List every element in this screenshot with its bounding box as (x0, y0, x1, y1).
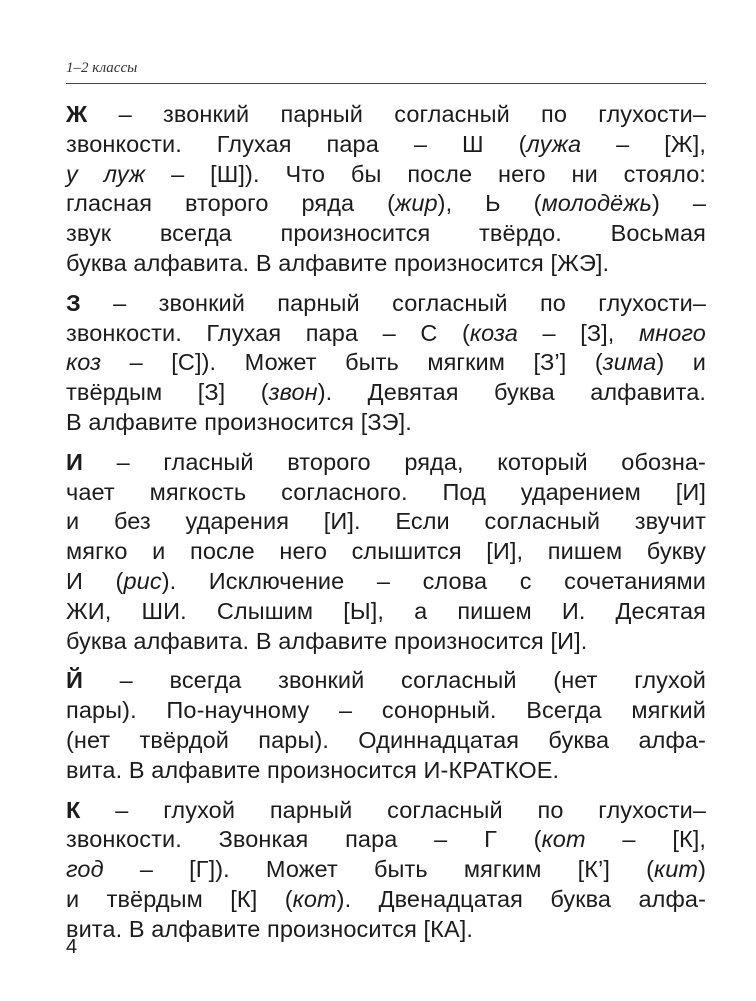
example-word: кот (541, 826, 586, 853)
text-segment: – гласный второго ряда, который обозна- (83, 448, 706, 475)
letter-entry-3 (66, 448, 706, 657)
example-word: лужа (526, 130, 582, 157)
text-segment: ) – (651, 190, 706, 217)
example-word: много (638, 319, 706, 346)
text-line (66, 348, 706, 378)
text-segment: и без ударения [И]. Если согласный звучит (66, 508, 706, 535)
text-line (66, 160, 706, 190)
example-word: коз (66, 349, 102, 376)
text-segment: ЖИ, ШИ. Слышим [Ы], а пишем И. Десятая (66, 597, 706, 624)
text-segment: ) (698, 856, 706, 883)
text-segment: – [Ж], (581, 130, 706, 157)
text-segment: ). Девятая буква алфавита. (317, 379, 706, 406)
text-segment: буква алфавита. В алфавите произносится [И]. (66, 627, 588, 654)
text-segment: – глухой парный согласный по глухости– (80, 796, 706, 823)
text-line (66, 885, 706, 915)
text-segment: гласная второго ряда ( (66, 190, 396, 217)
entry-letter: Ж (66, 101, 88, 127)
example-word: жир (395, 190, 438, 217)
example-word: кит (654, 856, 699, 883)
text-line (66, 448, 706, 478)
example-word: зима (602, 349, 657, 376)
text-line (66, 825, 706, 855)
text-segment: звук всегда произносится твёрдо. Восьмая (66, 220, 706, 247)
text-line (66, 666, 706, 696)
example-word: рис (123, 567, 162, 594)
text-segment: – [Г]). Может быть мягким [К’] ( (103, 856, 655, 883)
text-line (66, 478, 706, 508)
text-line (66, 597, 706, 627)
text-segment: вита. В алфавите произносится И-КРАТКОЕ. (66, 756, 560, 783)
text-line (66, 507, 706, 537)
page-number: 4 (66, 936, 78, 958)
text-line (66, 319, 706, 349)
text-line (66, 537, 706, 567)
running-header (66, 60, 706, 84)
text-line (66, 855, 706, 885)
text-line (66, 378, 706, 408)
text-segment: И ( (66, 567, 124, 594)
entry-letter: Й (66, 667, 83, 694)
text-segment: – [К], (585, 826, 707, 853)
text-segment: и твёрдым [К] ( (66, 885, 293, 912)
text-segment: ) и (656, 349, 706, 376)
text-segment: – [З], (517, 319, 639, 346)
text-line (66, 189, 706, 219)
text-segment: ). Двенадцатая буква алфа- (336, 885, 706, 912)
example-word: кот (292, 885, 337, 912)
text-segment: звонкости. Глухая пара – Ш ( (66, 130, 527, 157)
text-segment: В алфавите произносится [ЗЭ]. (66, 408, 412, 435)
text-segment: – звонкий парный согласный по глухости– (80, 289, 706, 316)
text-segment: звонкости. Глухая пара – С ( (66, 319, 470, 346)
text-line (66, 627, 706, 657)
text-segment: (нет твёрдой пары). Одиннадцатая буква алфа- (66, 726, 706, 753)
letter-entry-5 (66, 796, 706, 945)
text-segment: чает мягкость согласного. Под ударением [И] (66, 478, 706, 505)
text-line (66, 567, 706, 597)
text-line (66, 408, 706, 438)
text-line (66, 915, 706, 945)
grade-label: 1–2 классы (66, 60, 138, 76)
page-content (66, 100, 706, 955)
text-segment: пары). По-научному – сонорный. Всегда мягкий (66, 697, 706, 724)
text-line (66, 289, 706, 319)
text-segment: вита. В алфавите произносится [КА]. (66, 915, 473, 942)
example-word: звон (268, 379, 318, 406)
text-segment: – всегда звонкий согласный (нет глухой (83, 667, 706, 694)
example-word: год (66, 856, 104, 883)
text-line (66, 130, 706, 160)
text-segment: твёрдым [З] ( (66, 379, 269, 406)
text-line (66, 249, 706, 279)
text-line (66, 756, 706, 786)
text-line (66, 100, 706, 130)
text-segment: – звонкий парный согласный по глухости– (87, 101, 706, 127)
text-line (66, 796, 706, 826)
text-segment: – [Ш]). Что бы после него ни стояло: (145, 160, 707, 187)
entry-letter: И (66, 448, 83, 475)
text-line (66, 726, 706, 756)
text-line (66, 696, 706, 726)
text-segment: звонкости. Звонкая пара – Г ( (66, 826, 542, 853)
text-line (66, 219, 706, 249)
example-word: у луж (66, 160, 146, 187)
entry-letter: К (66, 796, 81, 823)
letter-entry-2 (66, 289, 706, 438)
text-segment: буква алфавита. В алфавите произносится [ЖЭ]. (66, 249, 610, 276)
letter-entry-4 (66, 666, 706, 785)
entry-letter: З (66, 289, 81, 316)
text-segment: ), Ь ( (437, 190, 542, 217)
text-segment: ). Исключение – слова с сочетаниями (161, 567, 707, 594)
letter-entry-1 (66, 100, 706, 279)
example-word: молодёжь (541, 190, 652, 217)
text-segment: мягко и после него слышится [И], пишем букву (66, 538, 706, 565)
text-segment: – [С]). Может быть мягким [З’] ( (101, 349, 603, 376)
example-word: коза (469, 319, 518, 346)
